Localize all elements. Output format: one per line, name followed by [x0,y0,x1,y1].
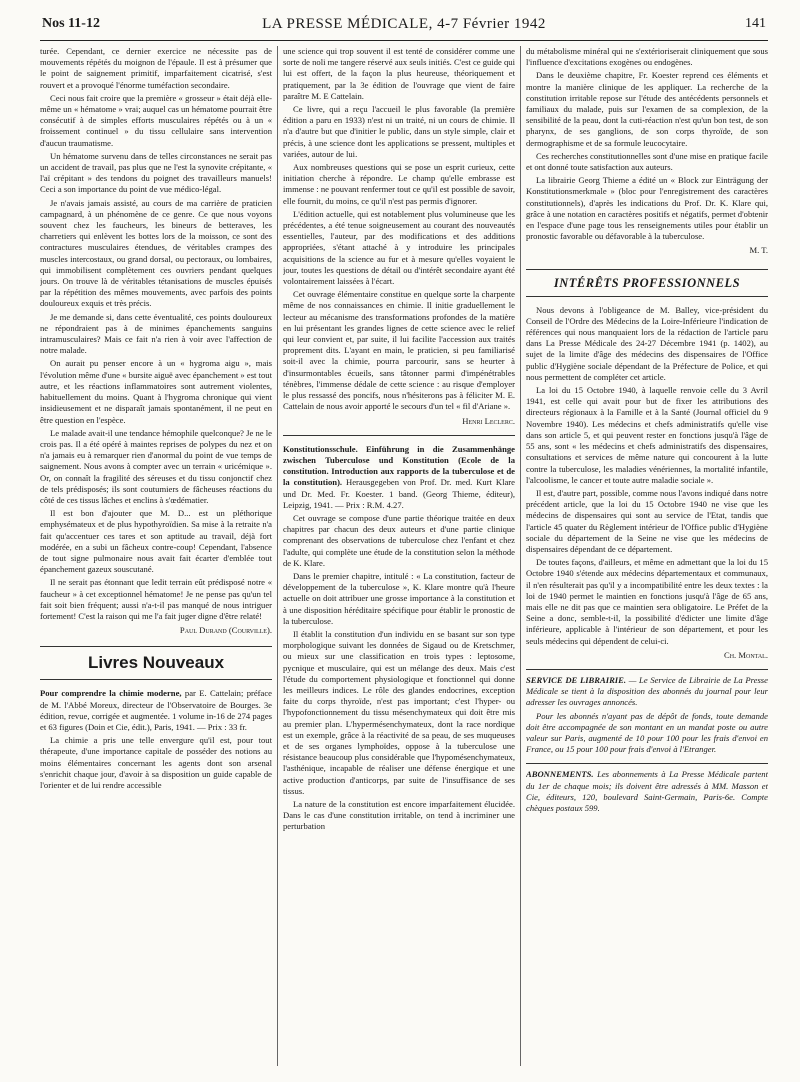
page-number: 141 [745,16,766,31]
notice-label: ABONNEMENTS. [526,769,594,780]
book-entry [283,444,515,511]
paragraph: turée. Cependant, ce dernier exercice ne nécessite pas de mouvements répétés du moignon de l'épaule. Il est à présumer que le point de saignement primitif, imparfaitement cicatrisé, s'est rouvert et a provoqué l'énorme tuméfaction secondaire. [40,46,272,90]
section-title-livres-nouveaux: Livres Nouveaux [40,646,272,680]
section-title-interets-professionnels: INTÉRÊTS PROFESSIONNELS [526,269,768,297]
column-3 [526,46,768,1070]
paragraph: L'édition actuelle, qui est notablement plus volumineuse que les précédentes, a été tenue soigneusement au courant des nouveautés essentielles, l'auteur, par des modifications et des additions appropriées, s'étant attaché à y introduire les principales acquisitions de la science au fur et à mesure qu'elles voyaient le jour, toutes les questions de détail ou d'intérêt secondaire ayant été volontairement laissées à l'écart. [283,208,515,287]
column-rule [277,46,278,1066]
notice-paragraph [526,769,768,814]
notice-paragraph: Pour les abonnés n'ayant pas de dépôt de fonds, toute demande doit être accompagnée de son montant en un mandat poste ou autre valeur sur Paris, augmenté de 10 pour 100 pour les frais d'envoi en France, ou 15 pour 100 pour frais d'envoi à l'Etranger. [526,710,768,755]
paragraph: Il est bon d'ajouter que M. D... est un pléthorique emphysémateux et de plus hypothyroïdien. Sa mise à la retraite n'a fait qu'accentuer ces tares et son aptitude au travail, déjà fort modérée, en a subi un fâcheux contre-coup! Cependant, l'absence de tout signe pulmonaire nous avait fait écarter d'emblée tout épanchement gazeux souscutané. [40,508,272,575]
paragraph: Je me demande si, dans cette éventualité, ces points douloureux ne répondraient pas à de minimes épanchements sanguins intramusculaires? Mais ce fait n'a rien à voir avec l'affection de notre malade. [40,311,272,356]
notice-text: — Le Service de Librairie de La Presse Médicale se tient à la disposition des abonnés du journal pour leur adresser les ouvrages annoncés. [526,674,768,708]
paragraph: La nature de la constitution est encore imparfaitement élucidée. Dans le cas d'une constitution irritable, on tend à incriminer une perturbation [283,799,515,832]
paragraph: Ceci nous fait croire que la première « grosseur » était déjà elle-même un « hématome » vrai; auquel cas un hématome pourrait être consécutif à de simples efforts musculaires répétés ou à un « froissement continuel » du tissu cellulaire sans intervention d'aucun traumatisme. [40,92,272,148]
book-title: Konstitutionsschule. Einführung in die Zusammenhänge zwischen Tuberculose und Konstitution (Ecole de la constitution. Introduction aux rapports de la tuberculose et de la constitution). [283,443,515,488]
column-rule [520,46,521,1066]
paragraph: La loi du 15 Octobre 1940, à laquelle renvoie celle du 3 Avril 1941, est celle qui avait pour but de fixer les attributions des directeurs régionaux à la Famille et à la Santé (Journal officiel du 9 Novembre 1940). Les médecins et chefs administratifs qu'elle vise dans son article 5, et qui peuvent rester en fonctions jusqu'à l'âge de 55 ans, sont « les médecins et chefs administratifs des dispensaires, consultations et services de même nature qui concourent à la lutte contre la tuberculose, les maladies vénériennes, la mortalité infantile, l'alcoolisme, le cancer et toute autre maladie sociale ». [526,385,768,485]
paragraph: Nous devons à l'obligeance de M. Balley, vice-président du Conseil de l'Ordre des Médecins de la Loire-Inférieure l'indication de références qui nous manquaient lors de la rédaction de l'article paru dans La Presse Médicale des 24-27 Décembre 1941 (p. 1402), au sujet de la limite d'âge des médecins des dispensaires de l'Office public d'Hygiène sociale dépendant de la Préfecture de Police, et qui nous permettent de compléter cet article. [526,304,768,382]
author-signature: Paul Durand (Courville). [179,625,272,636]
paragraph: Il est, d'autre part, possible, comme nous l'avons indiqué dans notre précédent article, que la loi du 15 Octobre 1940 ne vise que les médecins de dispensaires qui sont au service de l'Etat, tandis que l'article 45 quater du Règlement intérieur de l'Office public d'Hygiène sociale du département de la Seine ne vise que les médecins de dispensaires dépendant de ce département. [526,487,768,554]
paragraph: Dans le premier chapitre, intitulé : « La constitution, facteur de développement de la tuberculose », K. Klare montre qu'à l'heure actuelle on doit attribuer une grosse importance à la constitution et à une disposition héréditaire spécifique pour établir le pronostic de la tuberculose. [283,570,515,626]
book-title: Pour comprendre la chimie moderne, [40,688,182,699]
book-entry [40,688,272,733]
issue-number: Nos 11-12 [42,16,100,31]
page-header [40,14,768,41]
paragraph: Il ne serait pas étonnant que ledit terrain eût prédisposé notre « faucheur » à cet exceptionnel hématome! Je ne pense pas qu'un tel fait soit bien fréquent; aussi n'a-t-il pas manqué de nous intriguer fortement! C'est la raison qui me l'a fait juger digne d'être relaté! [40,577,272,621]
book-reference: par E. Cattelain; préface de M. l'Abbé Moreux, directeur de l'Observatoire de Bourges. 3e édition, revue, corrigée et augmentée. 1 volume in-16 de 274 pages et 63 figures (Doin et Cie, édit.), Paris, 1941. — Prix : 33 fr. [40,688,272,732]
column-2 [283,46,515,1070]
notice-text: Les abonnements à La Presse Médicale partent du 1er de chaque mois; ils doivent être adressés à MM. Masson et Cie, éditeurs, 120, boulevard Saint-Germain, Paris-6e. Compte chèques postaux 599. [526,769,768,813]
paragraph: Ces recherches constitutionnelles sont d'une mise en pratique facile et ont donné toute satisfaction aux auteurs. [526,150,768,173]
journal-title: LA PRESSE MÉDICALE, 4-7 Février 1942 [262,16,546,32]
divider [283,435,515,436]
paragraph: Le malade avait-il une tendance hémophile quelconque? Je ne le crois pas. Il a été opéré à maintes reprises de polypes du nez et on n'a jamais eu à remarquer rien d'anormal du point de vue temps de saignement. Nous avons à compter avec un terrain « uricémique ». Or, on connaît la fragilité des séreuses et du tissu conjonctif chez de tels prédisposés; ils sont coutumiers de fâcheuses réactions du côté de ces tissus lâches et enclins à s'œdématier. [40,427,272,505]
paragraph: Cet ouvrage se compose d'une partie théorique traitée en deux chapitres par chacun des deux auteurs et d'une partie clinique comprenant des observations de tuberculose chez l'enfant et chez l'adulte, qui complète une étude de la constitution selon la méthode de K. Klare. [283,512,515,568]
column-1 [40,46,272,1070]
author-signature: Henri Leclerc. [462,415,515,426]
notice-paragraph [526,675,768,709]
paragraph: La librairie Georg Thieme a édité un « Block zur Einträgung der Konstitutionsmerkmale » (bloc pour l'enregistrement des caractères constitutionnels), d'après les indications du Prof. Dr. K. Klare qui, grâce à une notation en caractères positifs et négatifs, permet d'obtenir en l'espace d'une page tous les renseignements utiles pour établir un pronostic favorable ou défavorable à la tuberculose. [526,175,768,242]
notice-label: SERVICE DE LIBRAIRIE. [526,674,627,685]
book-reference: Herausgegeben von Prof. Dr. med. Kurt Klare und Dr. Med. Fr. Koester. 1 band. (Georg Thieme, éditeur), Leipzig, 1941. — Prix : R.M. 4.27. [283,477,515,510]
paragraph: On aurait pu penser encore à un « hygroma aigu », mais l'évolution même d'une « bursite aiguë avec épanchement » est tout autre, et les réactions inflammatoires sont autrement violentes, habituellement du moins. Quant à l'hygroma chronique qui vient insidieusement et ne disparaît jamais spontanément, il ne peut en être question en l'espèce. [40,358,272,425]
service-librairie-box [526,669,768,755]
paragraph: La chimie a pris une telle envergure qu'il est, pour tout thérapeute, d'une importance capitale de posséder des notions au moins élémentaires concernant les agents dont son arsenal s'enrichit chaque jour, d'avoir à sa disposition un guide capable de l'orienter et de lui rendre accessible [40,735,272,790]
paragraph: Aux nombreuses questions qui se pose un esprit curieux, cette initiation cherche à répondre. Le champ qu'elle embrasse est immense : ne pouvant renfermer tout ce qu'il est possible de savoir, elle fournit, du moins, ce qu'il n'est pas permis d'ignorer. [283,162,515,206]
abonnements-box [526,763,768,814]
paragraph: Un hématome survenu dans de telles circonstances ne serait pas un accident de travail, pas plus que ne l'est la synovite crépitante, « l'aï crépitant » des tendons du poignet des travailleurs manuels! Ceci a son importance du point de vue médico-légal. [40,150,272,195]
paragraph: Dans le deuxième chapitre, Fr. Koester reprend ces éléments et montre la manière clinique de les appliquer. La recherche de la constitution irritable repose sur l'étude des antécédents personnels et familiaux du malade, puis sur l'examen de sa complexion, de la sensibilité de la peau, dont la cuti-réaction n'est qu'un bon test, de son pharynx, de ses ganglions, de son corps thyroïde, de son dermographisme et de sa formule leucocytaire. [526,70,768,148]
paragraph: du métabolisme minéral qui ne s'extérioriserait cliniquement que sous l'influence d'excitations exogènes ou endogènes. [526,46,768,68]
author-signature: Ch. Montal. [723,649,768,660]
author-signature: M. T. [749,245,768,256]
paragraph: Il établit la constitution d'un individu en se basant sur son type morphologique suivant les données de Sigaud ou de Kretschmer, ou mieux sur une classification en trois types : leptosome, pycnique et musculaire, qui est un mélange des deux. Mais c'est l'étude du comportement physiologique et fonctionnel qui donne les meilleurs indices. Le rôle des glandes endocrines, exception faite du corps thyroïde, n'est pas important; c'est l'hyper- ou l'hypofonctionnement du tissu mésenchymateux qui doit être mis au premier plan. L'hypermésenchymateux, dont la race nordique est un exemple, grâce à la réactivité de sa peau, de ses muqueuses et de ses organes lymphoïdes, oppose à la tuberculose une résistance beaucoup plus considérable que l'hypomésenchymateux, l'asthénique, incapable de réaliser une défense énergique et une active production d'anticorps, par suite de l'insuffisance de ses tissus. [283,628,515,796]
paragraph: Je n'avais jamais assisté, au cours de ma carrière de praticien campagnard, à un phénomène de ce genre. Ce que nous voyons souvent chez les faucheurs, les bineurs de betteraves, les charretiers qui enlèvent les bottes lors de la moisson, ce sont des contractures musculaires étendues, de véritables crampes des muscles intercostaux, ou grand dorsal, ou pectoraux, ou lombaires, qui immobilisent complètement ces ouvriers pendant quelques jours. On trouve là de véritables tétanisations de muscles épuisés par la répétition des mêmes mouvements, avec parfois des points douloureux exquis et très précis. [40,197,272,309]
paragraph: Ce livre, qui a reçu l'accueil le plus favorable (la première édition a paru en 1933) n'est ni un traité, ni un cours de chimie. Il n'a d'autre but que d'initier le public, dans un style simple, clair et précis, à une science dont les applications se pressent, multiples et variées, autour de lui. [283,104,515,159]
paragraph: De toutes façons, d'ailleurs, et même en admettant que la loi du 15 Octobre 1940 s'étende aux médecins départementaux et communaux, il n'en résulterait pas qu'il y a incompatibilité entre les deux textes : la loi de 1940 permet le maintien en fonctions jusqu'à l'âge de 65 ans, mais elle ne dit pas que ce maintien sera obligatoire. Le Préfet de la Seine a donc, semble-t-il, la possibilité d'édicter une limite d'âge inférieure, applicable à l'intérieur de son département, et pour les seuls médecins qui dépendent de celui-ci. [526,557,768,646]
paragraph: Cet ouvrage élémentaire constitue en quelque sorte la charpente même de nos connaissances en chimie. Il initie graduellement le lecteur au mécanisme des transformations profondes de la matière en lui présentant les grandes lignes de cette science avec le relief qui leur convient et, par suite, il lui facilite l'accession aux traités proprement dits. L'ayant en main, le praticien, si peu familiarisé soit-il avec la chimie, pourra parcourir, sans se heurter à d'insurmontables écueils, sans tâtonner parmi d'impénétrables ténèbres, l'immense dédale de cette science : au risque d'employer le plus ressassé des poncifs, nous n'hésiterons pas à féliciter M. E. Cattelain de nous avoir apporté le secours d'un tel « fil d'Ariane ». [283,289,515,412]
paragraph: une science qui trop souvent il est tenté de considérer comme une sorte de noli me tangere réservé aux seuls initiés. C'est ce guide qui lui est offert, de la façon la plus heureuse, théoriquement et pratiquement, par la 3e édition de l'ouvrage que vient de faire paraître M. E Cattelain. [283,46,515,101]
